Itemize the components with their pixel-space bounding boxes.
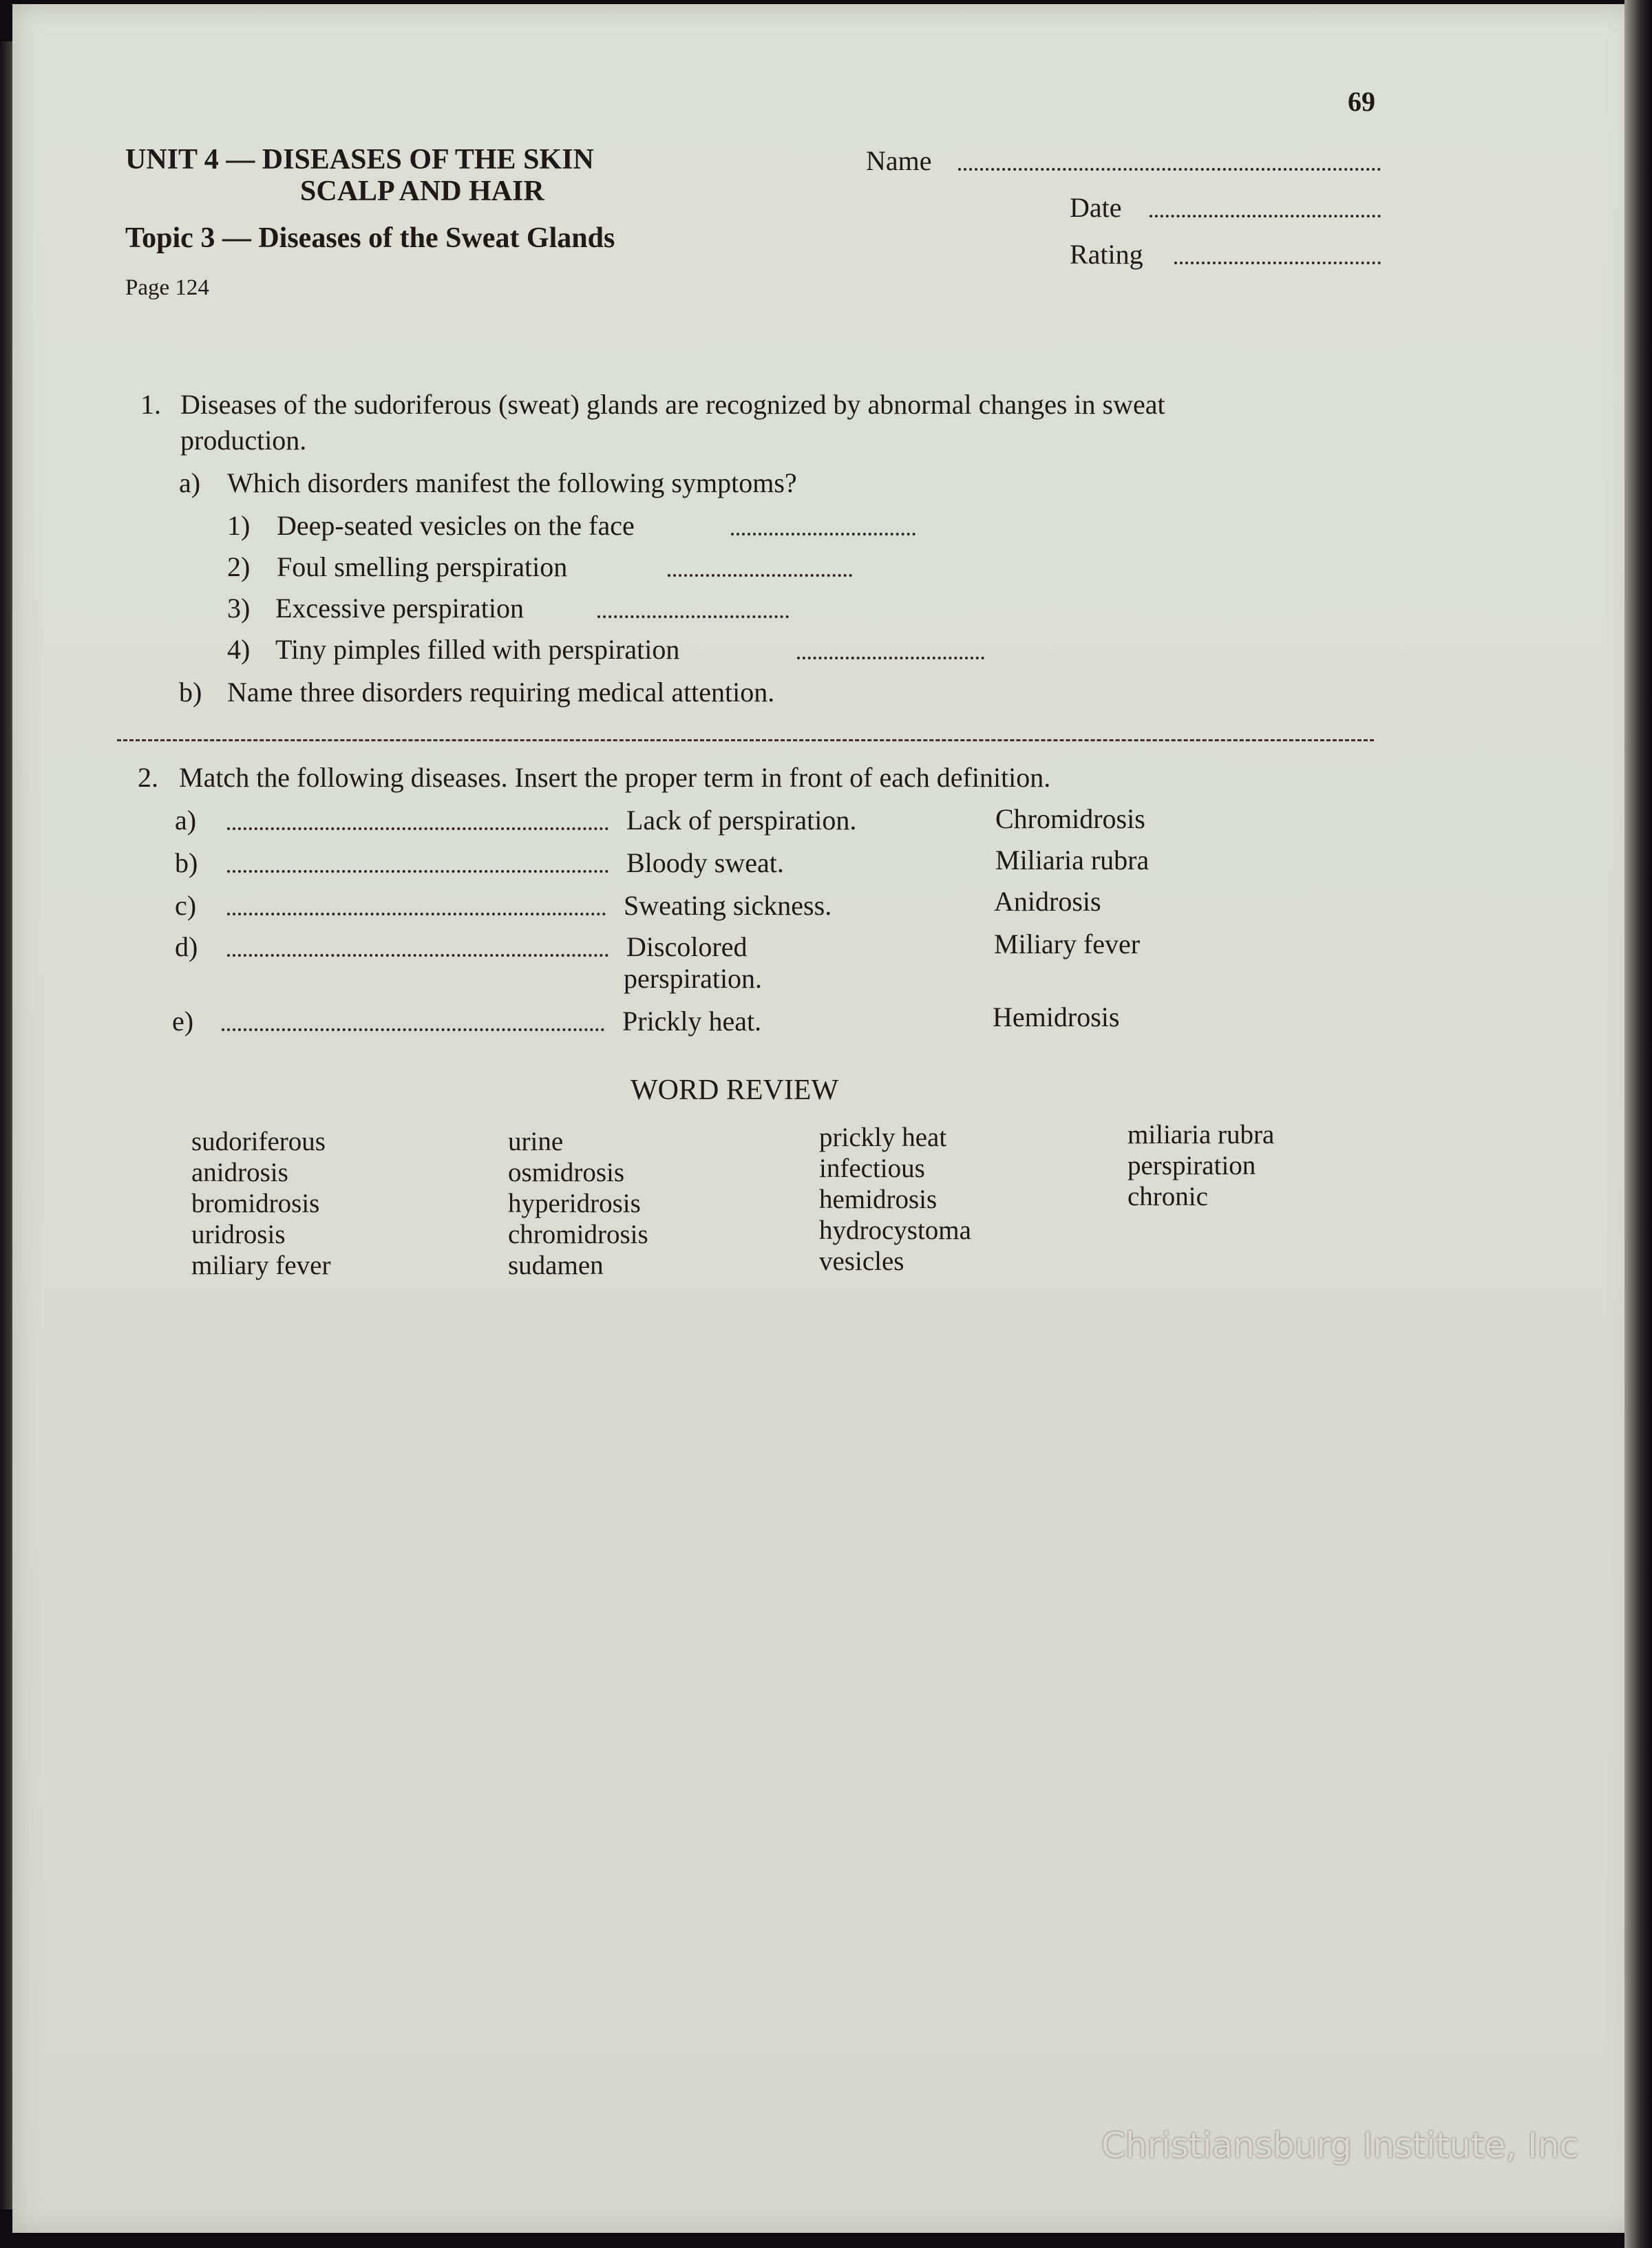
q2-row-e-term: Hemidrosis (993, 1001, 1120, 1032)
word-item: bromidrosis (191, 1189, 320, 1218)
word-column-2 (508, 1126, 648, 1281)
q2-row-a-term: Chromidrosis (995, 803, 1145, 834)
q1-text-line2: production. (180, 425, 307, 456)
q2-row-d-definition: Discolored (626, 931, 748, 962)
word-item: sudoriferous (191, 1127, 326, 1156)
q1a-item2-text: Foul smelling perspiration (277, 551, 568, 582)
unit-title-line2: SCALP AND HAIR (300, 176, 544, 207)
q2-row-b-label: b) (175, 847, 198, 878)
date-label: Date (1070, 192, 1122, 223)
rating-field[interactable] (1174, 262, 1381, 264)
worksheet-page (12, 4, 1637, 2233)
page-number: 69 (1348, 86, 1375, 117)
q2-row-c-label: c) (175, 890, 197, 921)
word-item: miliary fever (191, 1251, 331, 1280)
word-item: vesicles (819, 1247, 904, 1276)
word-item: uridrosis (191, 1220, 286, 1249)
q1a-label: a) (179, 467, 201, 498)
word-item: chromidrosis (508, 1220, 648, 1249)
q1-number: 1. (140, 389, 161, 420)
date-field[interactable] (1150, 215, 1381, 218)
q1a-item4-num: 4) (227, 634, 251, 665)
q1a-text: Which disorders manifest the following symptoms? (227, 467, 797, 498)
word-column-1 (191, 1126, 330, 1281)
word-item: chronic (1127, 1182, 1208, 1211)
q1a-item1-answer[interactable] (731, 533, 915, 536)
unit-title-line1: UNIT 4 — DISEASES OF THE SKIN (125, 144, 594, 176)
word-item: anidrosis (191, 1158, 288, 1187)
q1a-item3-num: 3) (227, 593, 251, 624)
name-field[interactable] (958, 168, 1381, 171)
q2-row-c-term: Anidrosis (994, 886, 1101, 917)
q2-row-a-definition: Lack of perspiration. (626, 805, 857, 836)
q1-text-line1: Diseases of the sudoriferous (sweat) glands are recognized by abnormal changes in sweat (180, 389, 1165, 420)
q1a-item1-num: 1) (227, 510, 251, 541)
page-reference: Page 124 (125, 275, 209, 300)
q2-row-c-definition: Sweating sickness. (624, 890, 832, 921)
q1a-item2-num: 2) (227, 551, 251, 582)
word-item: perspiration (1127, 1151, 1256, 1180)
word-item: infectious (819, 1154, 925, 1183)
q1b-text: Name three disorders requiring medical attention. (227, 677, 775, 708)
section-divider (117, 739, 1374, 741)
word-item: hemidrosis (819, 1185, 938, 1214)
q2-row-a-answer[interactable] (227, 827, 608, 830)
word-item: osmidrosis (508, 1158, 625, 1187)
q2-row-b-answer[interactable] (227, 870, 608, 873)
q2-row-c-answer[interactable] (227, 913, 606, 915)
word-item: sudamen (508, 1251, 604, 1280)
q1a-item2-answer[interactable] (668, 574, 852, 577)
q2-row-d-definition-line2: perspiration. (624, 963, 763, 994)
word-item: urine (508, 1127, 564, 1156)
q1b-label: b) (179, 677, 202, 708)
word-column-4 (1127, 1119, 1274, 1212)
page-edge (1624, 0, 1652, 2248)
q2-row-d-label: d) (175, 931, 198, 962)
word-column-3 (819, 1122, 971, 1277)
q2-row-e-definition: Prickly heat. (622, 1006, 762, 1037)
q1a-item3-text: Excessive perspiration (275, 593, 524, 624)
q2-row-a-label: a) (175, 805, 197, 836)
watermark: Christiansburg Institute, Inc (1101, 2125, 1579, 2165)
word-item: prickly heat (819, 1123, 947, 1152)
q2-row-e-label: e) (172, 1006, 194, 1037)
q2-row-d-term: Miliary fever (994, 929, 1141, 959)
q1a-item4-answer[interactable] (797, 657, 984, 659)
word-item: hydrocystoma (819, 1216, 971, 1245)
q2-row-b-term: Miliaria rubra (995, 845, 1150, 876)
topic-title: Topic 3 — Diseases of the Sweat Glands (125, 222, 615, 254)
q1a-item3-answer[interactable] (597, 615, 789, 618)
q1a-item4-text: Tiny pimples filled with perspiration (275, 634, 680, 665)
word-item: hyperidrosis (508, 1189, 641, 1218)
q1a-item1-text: Deep-seated vesicles on the face (277, 510, 635, 541)
q2-row-e-answer[interactable] (222, 1028, 604, 1031)
q2-number: 2. (138, 762, 158, 793)
word-item: miliaria rubra (1127, 1120, 1275, 1149)
q2-text: Match the following diseases. Insert the proper term in front of each definition. (179, 762, 1051, 793)
word-review-title: WORD REVIEW (631, 1074, 839, 1106)
name-label: Name (866, 145, 932, 176)
q2-row-d-answer[interactable] (227, 954, 608, 957)
rating-label: Rating (1070, 239, 1143, 270)
q2-row-b-definition: Bloody sweat. (626, 847, 784, 878)
